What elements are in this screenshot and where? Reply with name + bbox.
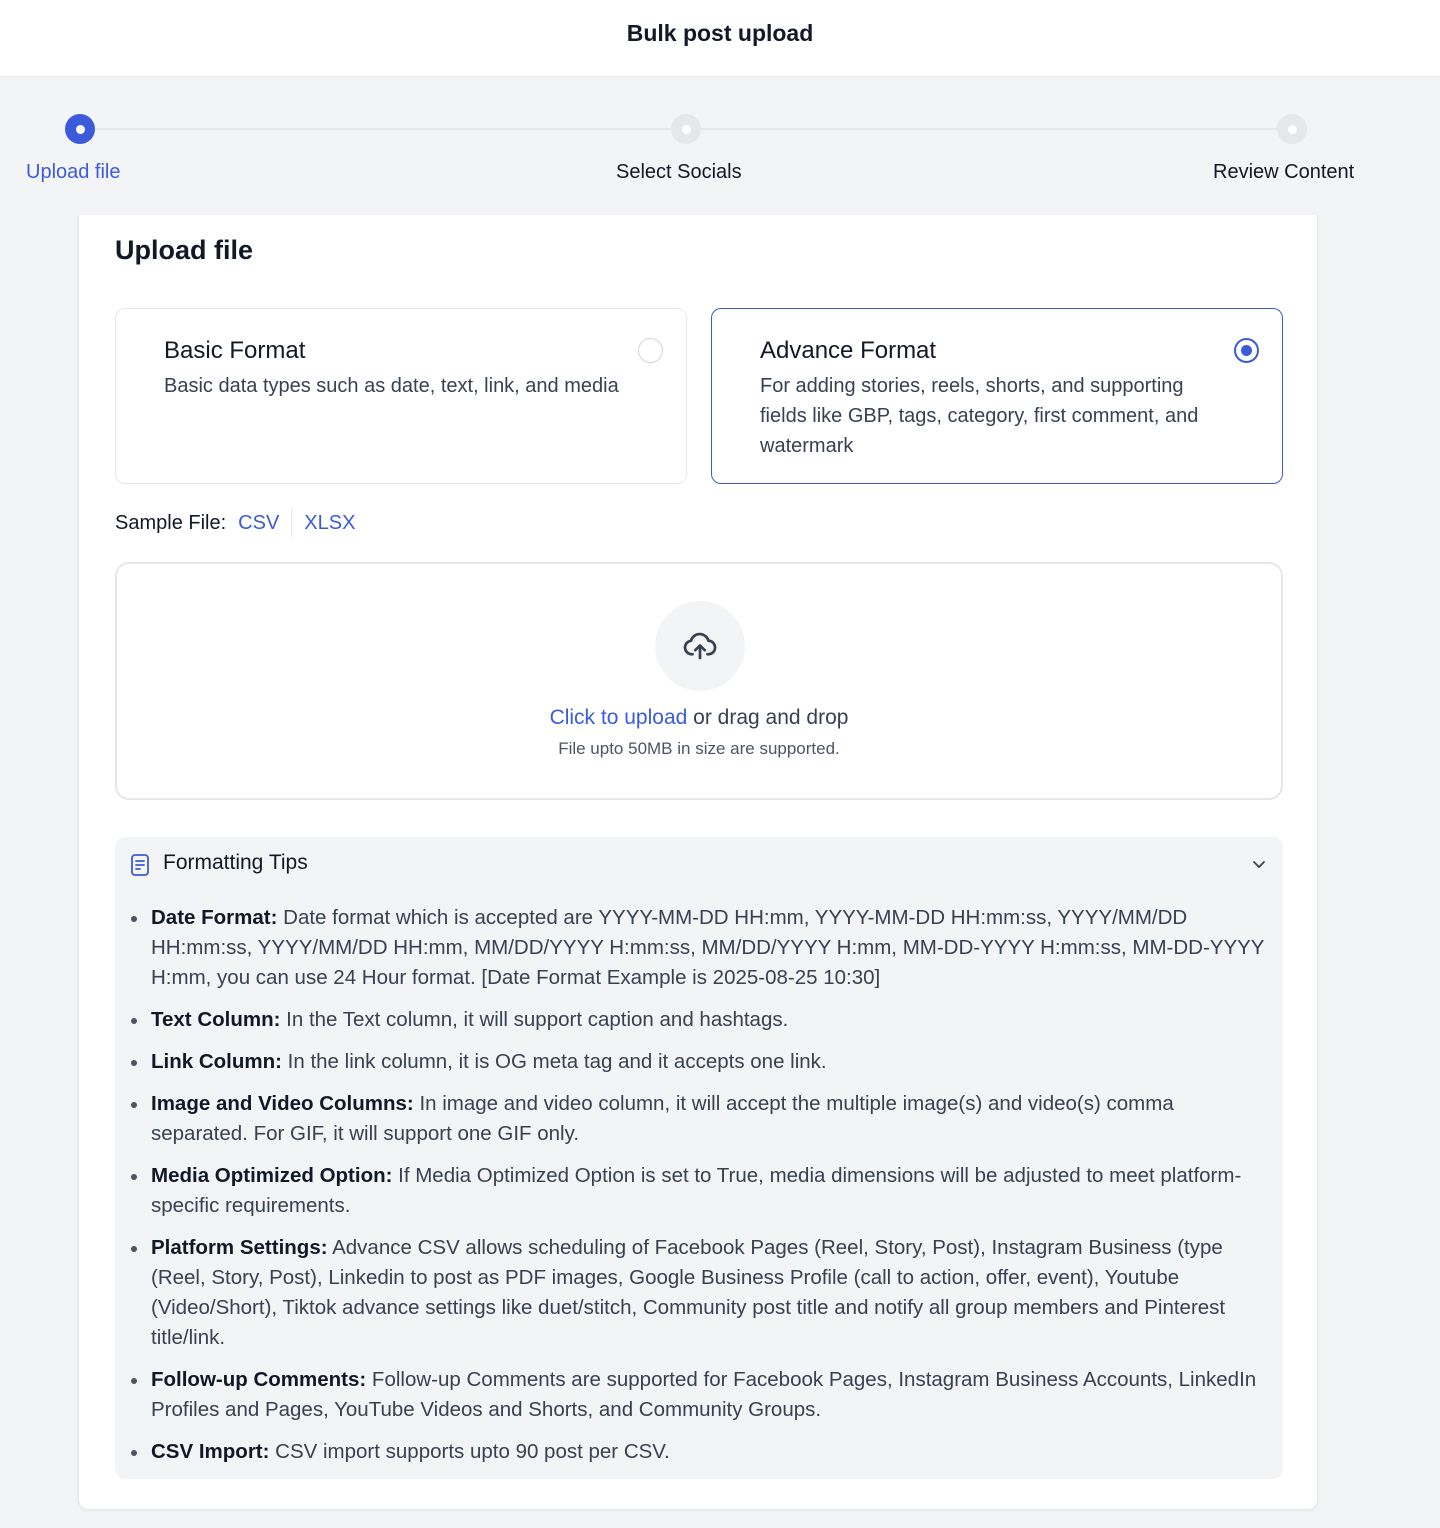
upload-cloud-icon[interactable] bbox=[655, 601, 745, 691]
basic-format-description: Basic data types such as date, text, link, and media bbox=[164, 375, 619, 397]
tip-label: Image and Video Columns: bbox=[151, 1092, 414, 1115]
tip-text: Date format which is accepted are YYYY-MM-DD HH:mm, YYYY-MM-DD HH:mm:ss, YYYY/MM/DD HH:mm:ss, YYYY/MM/DD HH:mm, MM/DD/YYYY H:mm:ss, MM/DD/YYYY H:mm, MM-DD-YYYY H:mm:ss, MM-DD-YYYY H:mm, you can use 24 Hour format. [Date Format Example is 2025-08-25 10:30] bbox=[151, 906, 1265, 989]
advance-format-option[interactable] bbox=[711, 308, 1283, 484]
section-title: Upload file bbox=[115, 235, 254, 265]
tip-text: Advance CSV allows scheduling of Facebook Pages (Reel, Story, Post), Instagram Business (type (Reel, Story, Post), Linkedin to post as PDF images, Google Business Profile (call to action, offer, event), Youtube (Video/Short), Tiktok advance settings like duet/stitch, Community post title and notify all group members and Pinterest title/link. bbox=[151, 1236, 1226, 1349]
tip-label: Link Column: bbox=[151, 1050, 282, 1073]
tip-item bbox=[115, 1005, 1283, 1035]
tip-text: In the link column, it is OG meta tag and it accepts one link. bbox=[281, 1050, 827, 1073]
chevron-down-icon[interactable] bbox=[1249, 854, 1269, 879]
tip-text: Follow-up Comments are supported for Facebook Pages, Instagram Business Accounts, LinkedIn Profiles and Pages, YouTube Videos and Shorts, and Community Groups. bbox=[151, 1368, 1257, 1421]
step-select-socials-label[interactable]: Select Socials bbox=[616, 161, 742, 183]
basic-format-title: Basic Format bbox=[164, 337, 306, 364]
tip-item bbox=[115, 1161, 1283, 1221]
upload-instruction bbox=[117, 706, 1281, 730]
formatting-tips-title: Formatting Tips bbox=[163, 851, 308, 874]
step-connector bbox=[95, 128, 671, 130]
formatting-tips-panel bbox=[115, 837, 1283, 1479]
sample-xlsx-link[interactable]: XLSX bbox=[304, 511, 356, 534]
step-1-indicator[interactable] bbox=[65, 114, 95, 144]
basic-format-radio[interactable] bbox=[638, 338, 663, 363]
sample-csv-link[interactable]: CSV bbox=[238, 511, 280, 534]
tip-item bbox=[115, 903, 1283, 993]
step-3-indicator[interactable] bbox=[1277, 114, 1307, 144]
page-title: Bulk post upload bbox=[626, 19, 814, 46]
click-to-upload-link[interactable]: Click to upload bbox=[549, 706, 688, 729]
sample-file-row bbox=[115, 509, 355, 537]
tip-text: In image and video column, it will accept the multiple image(s) and video(s) comma separated. For GIF, it will support one GIF only. bbox=[151, 1092, 1174, 1145]
tip-label: CSV Import: bbox=[151, 1440, 270, 1463]
drag-drop-text: or drag and drop bbox=[687, 706, 849, 729]
advance-format-title: Advance Format bbox=[760, 337, 937, 364]
step-2-indicator[interactable] bbox=[671, 114, 701, 144]
step-connector bbox=[701, 128, 1277, 130]
basic-format-option[interactable] bbox=[115, 308, 687, 484]
tip-label: Text Column: bbox=[151, 1008, 281, 1031]
progress-stepper bbox=[0, 77, 1440, 217]
tip-label: Date Format: bbox=[151, 906, 278, 929]
tip-label: Media Optimized Option: bbox=[151, 1164, 393, 1187]
formatting-tips-list bbox=[115, 903, 1283, 1479]
tip-item bbox=[115, 1365, 1283, 1425]
document-icon bbox=[129, 853, 151, 882]
tip-label: Platform Settings: bbox=[151, 1236, 328, 1259]
tip-item bbox=[115, 1047, 1283, 1077]
tip-text: CSV import supports upto 90 post per CSV. bbox=[269, 1440, 670, 1463]
advance-format-radio[interactable] bbox=[1234, 338, 1259, 363]
upload-size-hint: File upto 50MB in size are supported. bbox=[558, 739, 840, 758]
top-header bbox=[0, 0, 1440, 77]
sample-divider bbox=[291, 509, 292, 537]
upload-card bbox=[78, 215, 1318, 1510]
step-upload-file-label[interactable]: Upload file bbox=[26, 161, 121, 183]
tip-text: If Media Optimized Option is set to True, media dimensions will be adjusted to meet platform-specific requirements. bbox=[151, 1164, 1242, 1217]
tip-text: In the Text column, it will support caption and hashtags. bbox=[280, 1008, 789, 1031]
tip-item bbox=[115, 1089, 1283, 1149]
sample-file-label: Sample File: bbox=[115, 511, 227, 534]
advance-format-description: For adding stories, reels, shorts, and supporting fields like GBP, tags, category, first comment, and watermark bbox=[760, 375, 1199, 457]
formatting-tips-toggle[interactable] bbox=[115, 837, 1283, 891]
tip-item bbox=[115, 1233, 1283, 1353]
tip-label: Follow-up Comments: bbox=[151, 1368, 367, 1391]
step-review-content-label[interactable]: Review Content bbox=[1213, 161, 1355, 183]
file-dropzone[interactable] bbox=[115, 562, 1283, 800]
tip-item bbox=[115, 1437, 1283, 1467]
